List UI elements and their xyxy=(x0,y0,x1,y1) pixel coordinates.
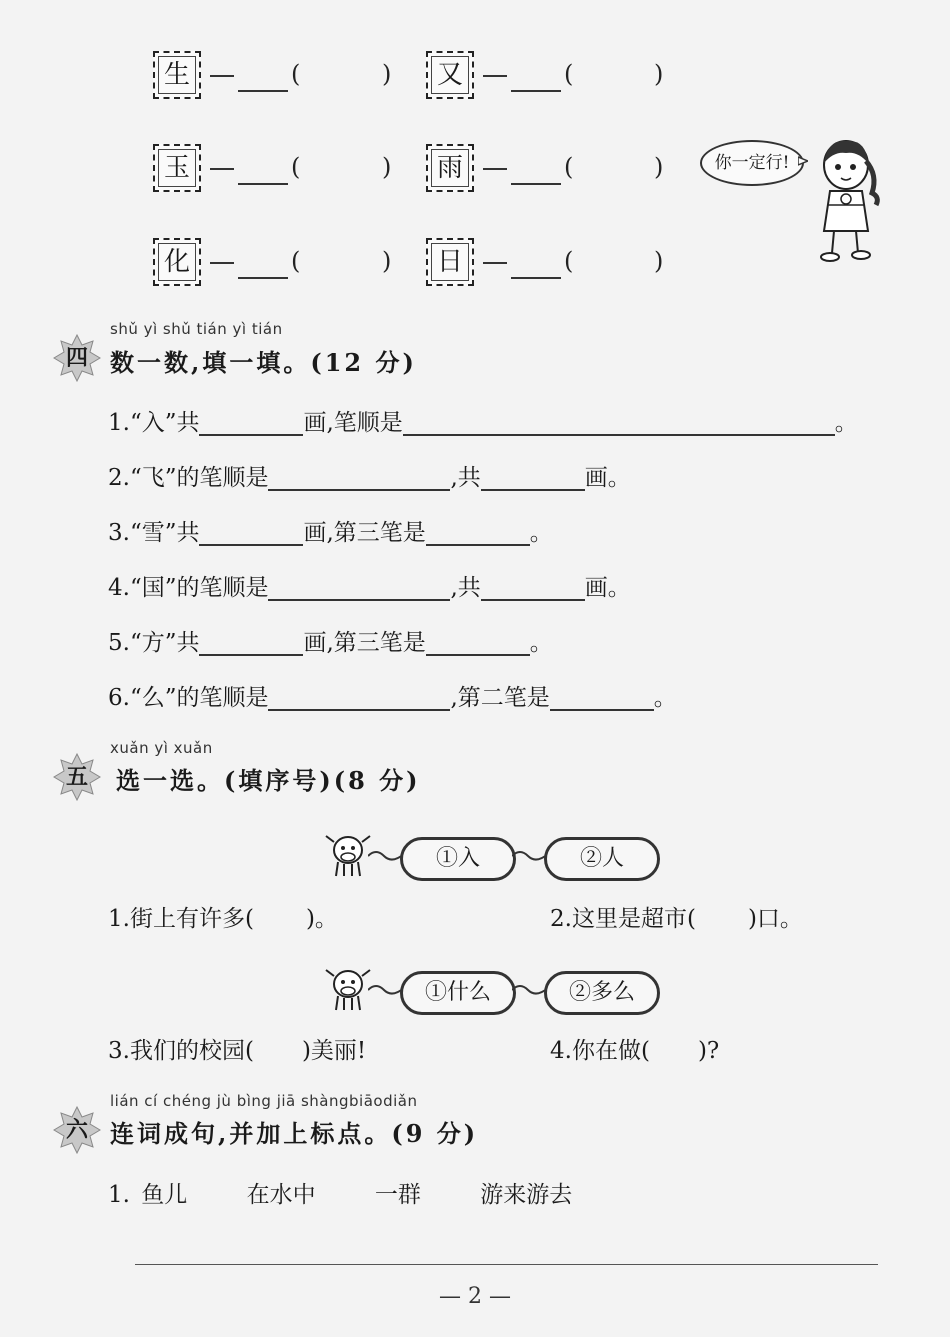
answer-blank[interactable] xyxy=(199,630,303,656)
dash xyxy=(483,262,507,264)
paren-open: ( xyxy=(564,60,574,88)
connector-line xyxy=(512,848,548,862)
cow-icon xyxy=(322,828,374,880)
section4-number: 四 xyxy=(65,345,88,371)
dash xyxy=(210,262,234,264)
connector-line xyxy=(368,982,404,996)
paren-close: ) xyxy=(382,247,392,275)
paren-open: ( xyxy=(291,153,301,181)
paren-open: ( xyxy=(291,60,301,88)
question-row: 2.“飞”的笔顺是 ,共 画。 xyxy=(108,465,631,491)
question-row: 3.“雪”共 画,第三笔是 。 xyxy=(108,520,553,546)
question-row: 1. 鱼儿 在水中 一群 游来游去 xyxy=(108,1182,573,1208)
encouragement-bubble: 你一定行! xyxy=(700,140,804,186)
answer-blank[interactable] xyxy=(268,575,450,601)
section5-badge xyxy=(52,752,102,802)
char-box: 玉 xyxy=(153,144,201,192)
answer-blank[interactable] xyxy=(426,630,530,656)
answer-blank[interactable] xyxy=(238,90,288,92)
answer-blank[interactable] xyxy=(403,410,835,436)
footer-divider xyxy=(135,1264,878,1265)
section5-pinyin: xuǎn yì xuǎn xyxy=(110,739,213,757)
dash xyxy=(483,168,507,170)
connector-line xyxy=(512,982,548,996)
answer-blank[interactable] xyxy=(238,183,288,185)
section5-number: 五 xyxy=(65,764,88,790)
section4-pinyin: shǔ yì shǔ tián yì tián xyxy=(110,320,283,338)
section6-title: 连词成句,并加上标点。(9 分) xyxy=(110,1119,479,1148)
question-row: 3.我们的校园( )美丽! xyxy=(108,1038,367,1064)
word-card: 一群 xyxy=(374,1182,421,1208)
answer-blank[interactable] xyxy=(481,575,585,601)
option-bubble: ②人 xyxy=(544,837,660,881)
question-row: 6.“么”的笔顺是 ,第二笔是 。 xyxy=(108,685,677,711)
dash xyxy=(210,75,234,77)
answer-blank[interactable] xyxy=(511,90,561,92)
section6-badge xyxy=(52,1105,102,1155)
paren-close: ) xyxy=(382,60,392,88)
char-box: 生 xyxy=(153,51,201,99)
char-box: 雨 xyxy=(426,144,474,192)
option-bubble: ①入 xyxy=(400,837,516,881)
section4-title: 数一数,填一填。(12 分) xyxy=(110,348,417,377)
paren-close: ) xyxy=(654,60,664,88)
option-bubble: ①什么 xyxy=(400,971,516,1015)
question-row: 2.这里是超市( )口。 xyxy=(550,906,803,932)
section5-title: 选一选。(填序号)(8 分) xyxy=(116,766,421,795)
char-box: 又 xyxy=(426,51,474,99)
char-box: 化 xyxy=(153,238,201,286)
char-box: 日 xyxy=(426,238,474,286)
paren-open: ( xyxy=(564,247,574,275)
word-card: 在水中 xyxy=(246,1182,316,1208)
paren-close: ) xyxy=(382,153,392,181)
answer-blank[interactable] xyxy=(238,277,288,279)
word-card: 鱼儿 xyxy=(141,1182,188,1208)
page-number: — 2 — xyxy=(439,1284,511,1309)
paren-close: ) xyxy=(654,153,664,181)
answer-blank[interactable] xyxy=(268,465,450,491)
answer-blank[interactable] xyxy=(511,277,561,279)
girl-illustration-icon xyxy=(806,135,886,265)
question-row: 4.“国”的笔顺是 ,共 画。 xyxy=(108,575,631,601)
option-bubble: ②多么 xyxy=(544,971,660,1015)
answer-blank[interactable] xyxy=(481,465,585,491)
answer-blank[interactable] xyxy=(199,410,303,436)
answer-blank[interactable] xyxy=(511,183,561,185)
section6-number: 六 xyxy=(65,1117,88,1143)
question-row: 4.你在做( )? xyxy=(550,1038,720,1064)
paren-open: ( xyxy=(291,247,301,275)
answer-blank[interactable] xyxy=(426,520,530,546)
dash xyxy=(210,168,234,170)
question-row: 1.街上有许多( )。 xyxy=(108,906,338,932)
paren-close: ) xyxy=(654,247,664,275)
connector-line xyxy=(368,848,404,862)
section4-badge xyxy=(52,333,102,383)
answer-blank[interactable] xyxy=(268,685,450,711)
section6-pinyin: lián cí chéng jù bìng jiā shàngbiāodiǎn xyxy=(110,1092,418,1110)
word-card: 游来游去 xyxy=(480,1182,573,1208)
question-row: 1.“入”共 画,笔顺是 。 xyxy=(108,410,858,436)
cow-icon xyxy=(322,962,374,1014)
answer-blank[interactable] xyxy=(550,685,654,711)
answer-blank[interactable] xyxy=(199,520,303,546)
dash xyxy=(483,75,507,77)
paren-open: ( xyxy=(564,153,574,181)
question-row: 5.“方”共 画,第三笔是 。 xyxy=(108,630,553,656)
